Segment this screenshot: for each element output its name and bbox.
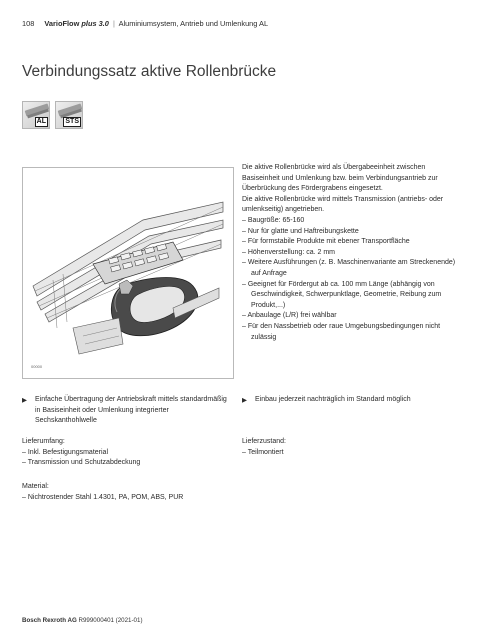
feature-list bbox=[242, 216, 464, 343]
arrow-bullet-icon: ▶ bbox=[22, 397, 27, 404]
brand-name: VarioFlow bbox=[44, 19, 80, 28]
section-title: Aluminiumsystem, Antrieb und Umlenkung AL bbox=[118, 19, 269, 28]
section-heading: Material: bbox=[22, 483, 49, 490]
list-item: – Nichtrostender Stahl 1.4301, PA, POM, ABS, PUR bbox=[22, 493, 232, 504]
list-item: – Für den Nassbetrieb oder raue Umgebungsbedingungen nicht zulässig bbox=[242, 322, 464, 343]
list-item: – Anbaulage (L/R) frei wählbar bbox=[242, 311, 464, 322]
description-paragraph: Die aktive Rollenbrücke wird mittels Transmission (antriebs- oder umlenkseitig) angetrieben. bbox=[242, 195, 444, 214]
list-item: – Transmission und Schutzabdeckung bbox=[22, 458, 232, 469]
delivery-condition bbox=[242, 437, 452, 458]
badge-sts-label: STS bbox=[65, 118, 79, 125]
benefit-item bbox=[22, 395, 232, 427]
list-item: – Teilmontiert bbox=[242, 448, 452, 459]
benefit-item bbox=[242, 395, 464, 406]
running-header bbox=[22, 19, 268, 28]
page-number: 108 bbox=[22, 19, 35, 28]
list-item: – Inkl. Befestigungsmaterial bbox=[22, 448, 232, 459]
page-footer bbox=[22, 617, 143, 624]
list-item: – Baugröße: 65-160 bbox=[242, 216, 464, 227]
product-description bbox=[242, 163, 464, 343]
header-separator: | bbox=[112, 19, 115, 28]
section-heading: Lieferumfang: bbox=[22, 438, 65, 445]
badge-al-label: AL bbox=[36, 118, 46, 125]
variant-badges bbox=[22, 101, 83, 129]
list-item: – Für formstabile Produkte mit ebener Transportfläche bbox=[242, 237, 464, 248]
benefit-text: Einbau jederzeit nachträglich im Standard möglich bbox=[255, 396, 411, 403]
page-title: Verbindungssatz aktive Rollenbrücke bbox=[22, 63, 277, 80]
list-item: – Nur für glatte und Haftreibungskette bbox=[242, 227, 464, 238]
benefit-text: Einfache Übertragung der Antriebskraft mittels standardmäßig in Basiseinheit oder Umlenkung integrierter Sechskanthohlwelle bbox=[35, 396, 227, 425]
section-heading: Lieferzustand: bbox=[242, 438, 286, 445]
description-paragraph: Die aktive Rollenbrücke wird als Übergabeeinheit zwischen Basiseinheit und Umlenkung bzw. beim Verbindungsantrieb zur Überbrückung des Fördergrabens eingesetzt. bbox=[242, 164, 438, 193]
product-figure bbox=[22, 167, 234, 379]
list-item: – Geeignet für Fördergut ab ca. 100 mm Länge (abhängig von Geschwindigkeit, Schwerpunktlage, Geometrie, Reibung zum Produkt,...) bbox=[242, 280, 464, 312]
figure-code: 00000 bbox=[31, 364, 43, 369]
company-name: Bosch Rexroth AG bbox=[22, 617, 77, 624]
document-number: R999000401 (2021-01) bbox=[78, 617, 143, 624]
material-info bbox=[22, 482, 232, 503]
arrow-bullet-icon: ▶ bbox=[242, 397, 247, 404]
badge-sts bbox=[55, 101, 83, 129]
scope-of-delivery bbox=[22, 437, 232, 469]
badge-al bbox=[22, 101, 50, 129]
roller-bridge-illustration bbox=[23, 168, 233, 378]
list-item: – Weitere Ausführungen (z. B. Maschinenvariante am Streckenende) auf Anfrage bbox=[242, 258, 464, 279]
list-item: – Höhenverstellung: ca. 2 mm bbox=[242, 248, 464, 259]
brand-suffix: plus 3.0 bbox=[81, 19, 109, 28]
